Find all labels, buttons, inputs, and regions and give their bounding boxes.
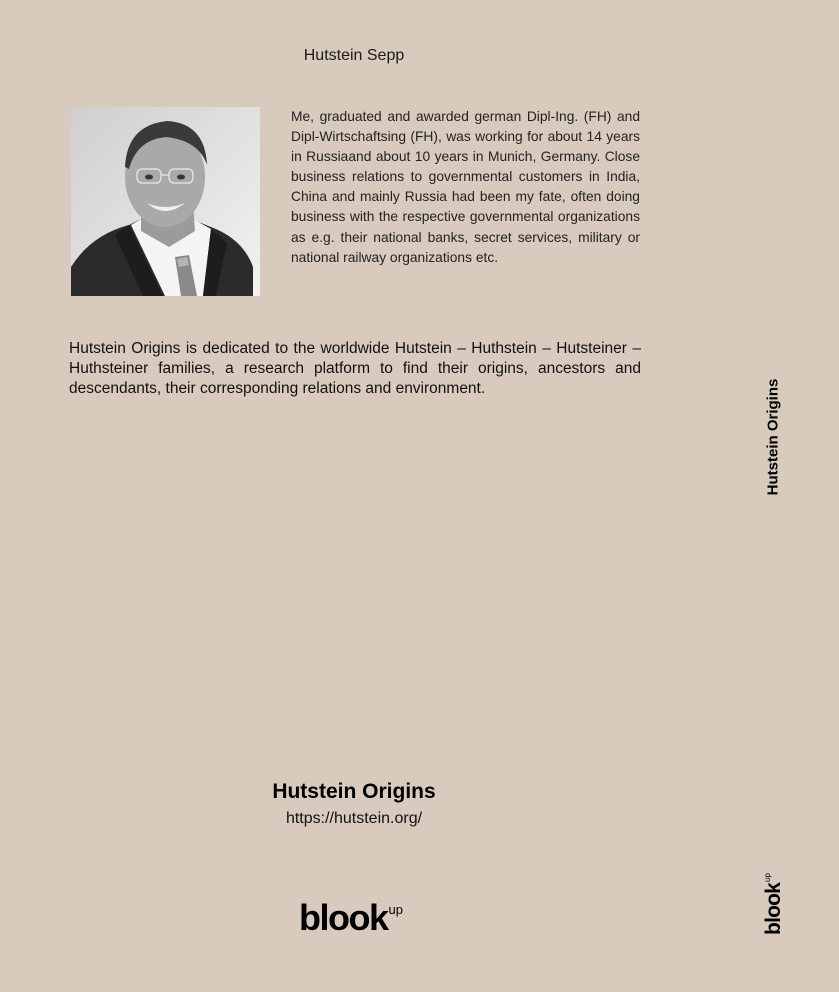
author-photo (71, 107, 260, 296)
publisher-logo (299, 897, 403, 940)
author-bio: Me, graduated and awarded german Dipl-Ing. (FH) and Dipl-Wirtschaftsing (FH), was working for about 14 years in Russiaand about 10 years in Munich, Germany. Close business relations to governmental customers in India, China and mainly Russia had been my fate, often doing business with the respective governmental organizations as e.g. their national banks, secret services, military or national railway organizations etc. (291, 109, 640, 265)
mission-statement: Hutstein Origins is dedicated to the worldwide Hutstein – Huthstein – Hutsteiner – Huthsteiner families, a research platform to find their origins, ancestors and descendants, their corresponding relations and environment. (69, 340, 641, 397)
book-url: https://hutstein.org/ (285, 810, 423, 827)
spine-title: Hutstein Origins (764, 378, 782, 496)
author-name: Hutstein Sepp (303, 47, 405, 64)
author-portrait-icon (71, 107, 260, 296)
spine-publisher-logo (763, 873, 785, 935)
spine-logo-word: blook (762, 882, 785, 935)
spine-logo-superscript: up (763, 873, 772, 882)
publisher-logo-superscript: up (388, 902, 403, 917)
book-title: Hutstein Origins (272, 780, 436, 803)
publisher-logo-word: blook (299, 897, 388, 938)
